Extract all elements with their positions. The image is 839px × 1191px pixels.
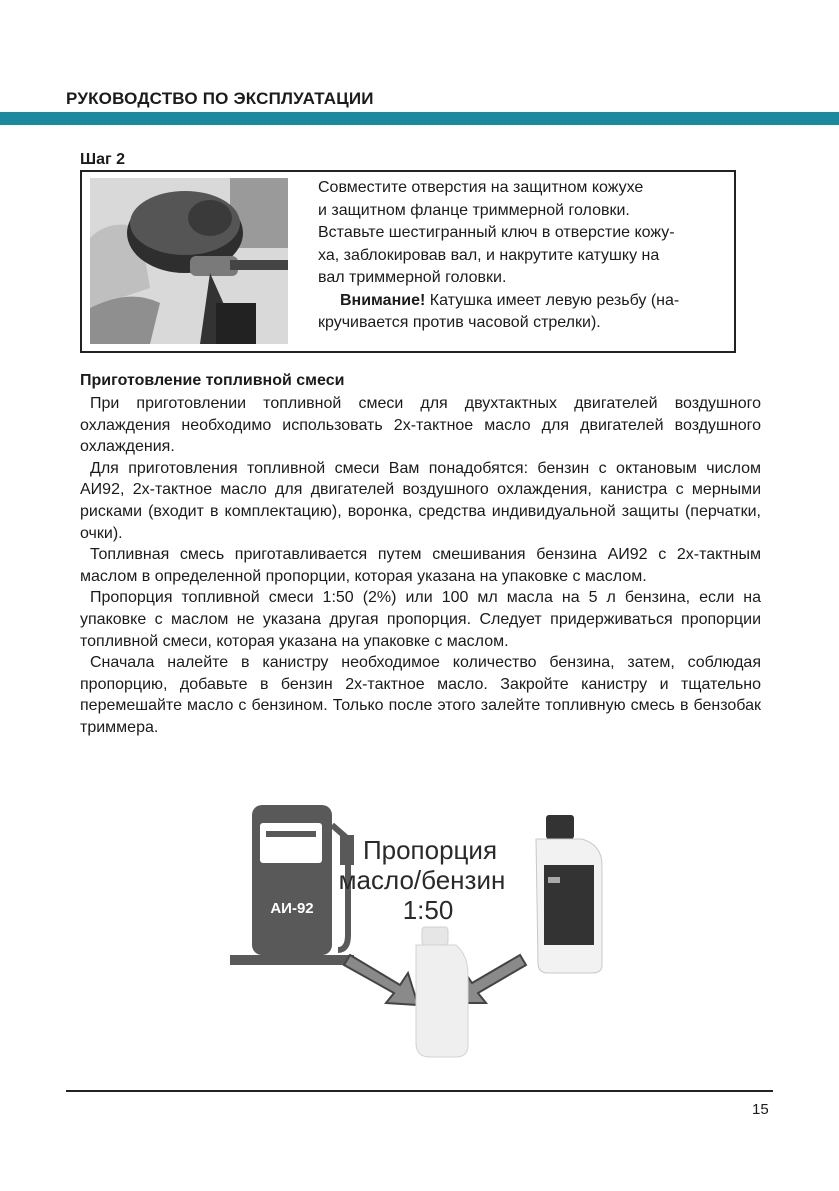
fuel-mix-figure	[230, 805, 610, 1070]
trimmer-head-photo	[90, 178, 288, 344]
step-line: Совместите отверстия на защитном кожухе	[318, 179, 644, 196]
paragraph: Сначала налейте в канистру необходимое количество бензина, затем, соблюдая пропорцию, добавьте в бензин 2х-тактное масло. Закройте канистру и тщательно перемешайте масло с бензином. Только после этого залейте топливную смесь в бензобак триммера.	[80, 654, 761, 736]
paragraph: Пропорция топливной смеси 1:50 (2%) или 100 мл масла на 5 л бензина, если на упаковке с маслом не указана другая пропорция. Следует придерживаться пропорции топливной смеси, которая указана на упаковке с маслом.	[80, 589, 761, 650]
step-line: ха, заблокировав вал, и накрутите катушку на	[318, 246, 660, 264]
left-arrow-icon	[344, 955, 418, 1005]
step-box	[80, 170, 736, 353]
oil-bottle-icon	[536, 815, 602, 973]
paragraph: Топливная смесь приготавливается путем смешивания бензина АИ92 с 2х-тактным маслом в определенной пропорции, которая указана на упаковке с маслом.	[80, 546, 761, 585]
step-label: Шаг 2	[80, 151, 125, 168]
figure-ratio: 1:50	[402, 895, 454, 925]
warning-bold: Внимание!	[340, 291, 426, 309]
page-number: 15	[752, 1101, 769, 1118]
page-header-title: РУКОВОДСТВО ПО ЭКСПЛУАТАЦИИ	[66, 89, 374, 108]
paragraph: Для приготовления топливной смеси Вам понадобятся: бензин с октановым числом АИ92, 2х-тактное масло для двигателей воздушного охлаждения, канистра с мерными рисками (входит в комплектацию), воронка, средства индивидуальной защиты (перчатки, очки).	[80, 459, 761, 542]
section-heading: Приготовление топливной смеси	[80, 372, 345, 389]
figure-title-line1: Пропорция	[362, 835, 498, 865]
header-accent-bar	[0, 112, 839, 125]
fuel-pump-icon	[230, 805, 354, 965]
step-warning	[318, 290, 728, 313]
step-instructions	[318, 177, 728, 335]
step-warning-cont: кручивается против часовой стрелки).	[318, 314, 601, 331]
figure-title-line2: масло/бензин	[338, 865, 506, 895]
warning-text: Катушка имеет левую резьбу (на-	[425, 291, 680, 309]
step-line: и защитном фланце триммерной головки.	[318, 201, 630, 219]
footer-rule	[66, 1090, 773, 1092]
step-line: Вставьте шестигранный ключ в отверстие кожу-	[318, 224, 675, 241]
step-line: вал триммерной головки.	[318, 269, 507, 286]
canister-icon	[416, 927, 468, 1057]
section-body	[80, 393, 761, 739]
paragraph: При приготовлении топливной смеси для двухтактных двигателей воздушного охлаждения необходимо использовать 2х-тактное масло для двигателей воздушного охлаждения.	[80, 395, 761, 456]
pump-label: АИ-92	[270, 900, 314, 917]
